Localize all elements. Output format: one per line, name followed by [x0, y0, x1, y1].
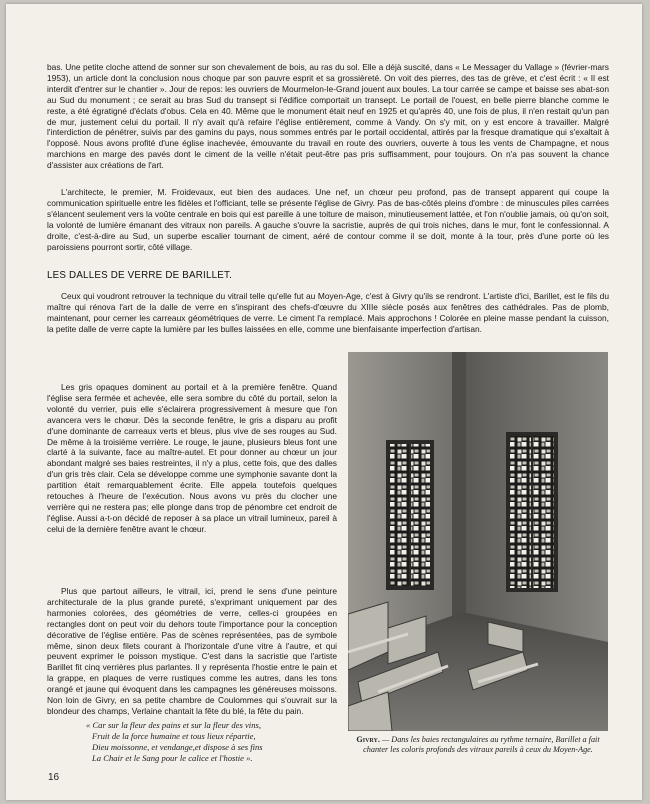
- poem-line: Fruit de la force humaine et tous lieux répartie,: [92, 731, 256, 741]
- section-heading: LES DALLES DE VERRE DE BARILLET.: [47, 270, 232, 281]
- caption-lead: Givry.: [356, 735, 380, 744]
- stained-glass-windows-image: [348, 352, 608, 731]
- page-number: 16: [48, 772, 60, 783]
- church-interior-photo: [348, 352, 608, 731]
- photo-caption: [346, 735, 610, 754]
- paragraph-barillet: Ceux qui voudront retrouver la technique du vitrail telle qu'elle fut au Moyen-Age, c'est à Givry qu'ils se rendront. L'artiste d'ici, Barillet, est le fils du maître qui rénova l'art de la dalle de verre en s'inspirant des chefs-d'œuvre du XIIIe siècle posés aux fenêtres des cathédrales. Pas de plomb, maintenant, pour cerner les carreaux géométriques de verre. Le ciment l'a remplacé. Mais approchons ! Colorée en pleine masse pendant la cuisson, la petite dalle de verre capte la lumière par les bulles laissées en elle, comme une bienfaisante imperfection d'artisan.: [47, 291, 609, 334]
- poem-line: « Car sur la fleur des pains et sur la fleur des vins,: [86, 720, 261, 730]
- paragraph-architecture: Plus que partout ailleurs, le vitrail, ici, prend le sens d'une peinture architecturale de la plus grande pureté, s'exprimant uniquement par des harmonies colorées, des géométries de verre, celles-ci groupées en rectangles dont on peut voir du dehors toute l'importance pour la conception décorative de l'église entière. Pas de scènes représentées, pas de symbole même, sinon deux filets courant à l'horizontale d'une vitre à l'autre, et qui peuvent exprimer le poisson mystique. C'est dans la sacristie que l'artiste Barillet fit cinq verrières plus parlantes. Il y représenta l'hostie entre le pain et la grappe, en plaques de verre rustiques comme les autres, dans les tons orangé et jaune qui évoquent dans les campagnes les généreuses moissons. Non loin de Givry, en sa petite chambre de Coulommes qui s'ouvrait sur la blondeur des champs, Verlaine chantait la fête du blé, la fête du pain.: [47, 586, 337, 716]
- caption-text: — Dans les baies rectangulaires au rythme ternaire, Barillet a fait chanter les coloris profonds des vitraux pareils à ceux du Moyen-Age.: [363, 735, 600, 754]
- verlaine-quote: [86, 720, 346, 764]
- poem-line: Dieu moissonne, et vendange,et dispose à ses fins: [92, 742, 263, 752]
- paragraph-architect: L'architecte, le premier, M. Froidevaux, eut bien des audaces. Une nef, un chœur peu profond, pas de transept apparent qui coupe la communication spirituelle entre les fidèles et l'officiant, telle se présente l'église de Givry. Pas de bas-côtés pleins d'ombre : de minuscules piles carrées s'élancent seulement vers la voûte centrale en bois qui est pareille à une toiture de maison, minutieusement lattée, et l'on n'oublie jamais, où qu'on soit, la volonté de lumière émanant des vitraux non pareils. A gauche s'ouvre la sacristie, auprès de qui trois niches, dans le mur, font le confessionnal. A droite, c'est-à-dire au Sud, un superbe escalier tournant de ciment, aéré de contour comme il se doit, monte à la tour, près d'une porte où les paroissiens pourront sortir, côté village.: [47, 187, 609, 252]
- paragraph-intro: bas. Une petite cloche attend de sonner sur son chevalement de bois, au ras du sol. Elle a déjà suscité, dans « Le Messager du Vallage » (février-mars 1953), un article dont la conclusion nous choque par son pauvre esprit et sa grossièreté. On voit des pierres, des tas de grève, et c'est écrit : « Il est interdit d'entrer sur le chantier ». Jour de repos: les ouvriers de Mourmelon-le-Grand jouent aux boules. La tour carrée se campe et baisse ses abat-son au Sud du monument ; ce serait au bras Sud du transept si l'édifice comportait un transept. Le portail de l'ouest, en belle pierre blanche comme le reste, a été égratigné d'éclats d'obus. Cela en 40. Même que le monument était neuf en 1925 et qu'après 40, une fois de plus, il n'en restait qu'un pan de mur, justement celui du portail. Il n'y avait qu'à refaire l'église entièrement, comme à Vandy. On s'y mit, on y est encore à travailler. Malgré l'interdiction de pénétrer, suivis par des gamins du pays, nous sommes entrés par le portail occidental, attirés par la fresque dramatique qui s'exaltait à l'opposé. Nous avons profité d'une église inachevée, émouvante du travail en route des ouvriers, ouverte à tous les vents de Champagne, et nous marchions en marge des pavés dont le ciment de la veille n'était peut-être pas pris suffisamment, pour toujours. On n'a pas souvent la chance d'assister aux créations de l'art.: [47, 62, 609, 171]
- paragraph-colors: Les gris opaques dominent au portail et à la première fenêtre. Quand l'église sera fermée et achevée, elle sera sombre du côté du portail, selon la volonté du verrier, puis elle s'éclairera progressivement à mesure que l'on avancera vers le chœur. Dès la seconde fenêtre, le gris a disparu au profit d'une dominante de carreaux verts et bleus, plus vive de ses rouges au Sud. De même à la troisième verrière. Le rouge, le jaune, plusieurs bleus font une clarté à la suivante, face au maître-autel. Et pour donner au chœur un jour abondant malgré ses baies restreintes, il n'y a plus, cette fois, que des dalles d'un gris très clair. Cela se développe comme une symphonie savante dont la partition était remarquablement écrite. Elle appela toutefois quelques retouches à l'heure de l'exécution. Nous avons vu près du clocher une verrière qui ne restera pas; elle plonge dans trop de pénombre cet endroit de l'église. Aussi a-t-on décidé de reposer à sa place un vitrail lumineux, pareil à celui de la dernière fenêtre avant le chœur.: [47, 382, 337, 534]
- poem-line: La Chair et le Sang pour le calice et l'hostie ».: [92, 753, 253, 763]
- magazine-page: [6, 4, 642, 800]
